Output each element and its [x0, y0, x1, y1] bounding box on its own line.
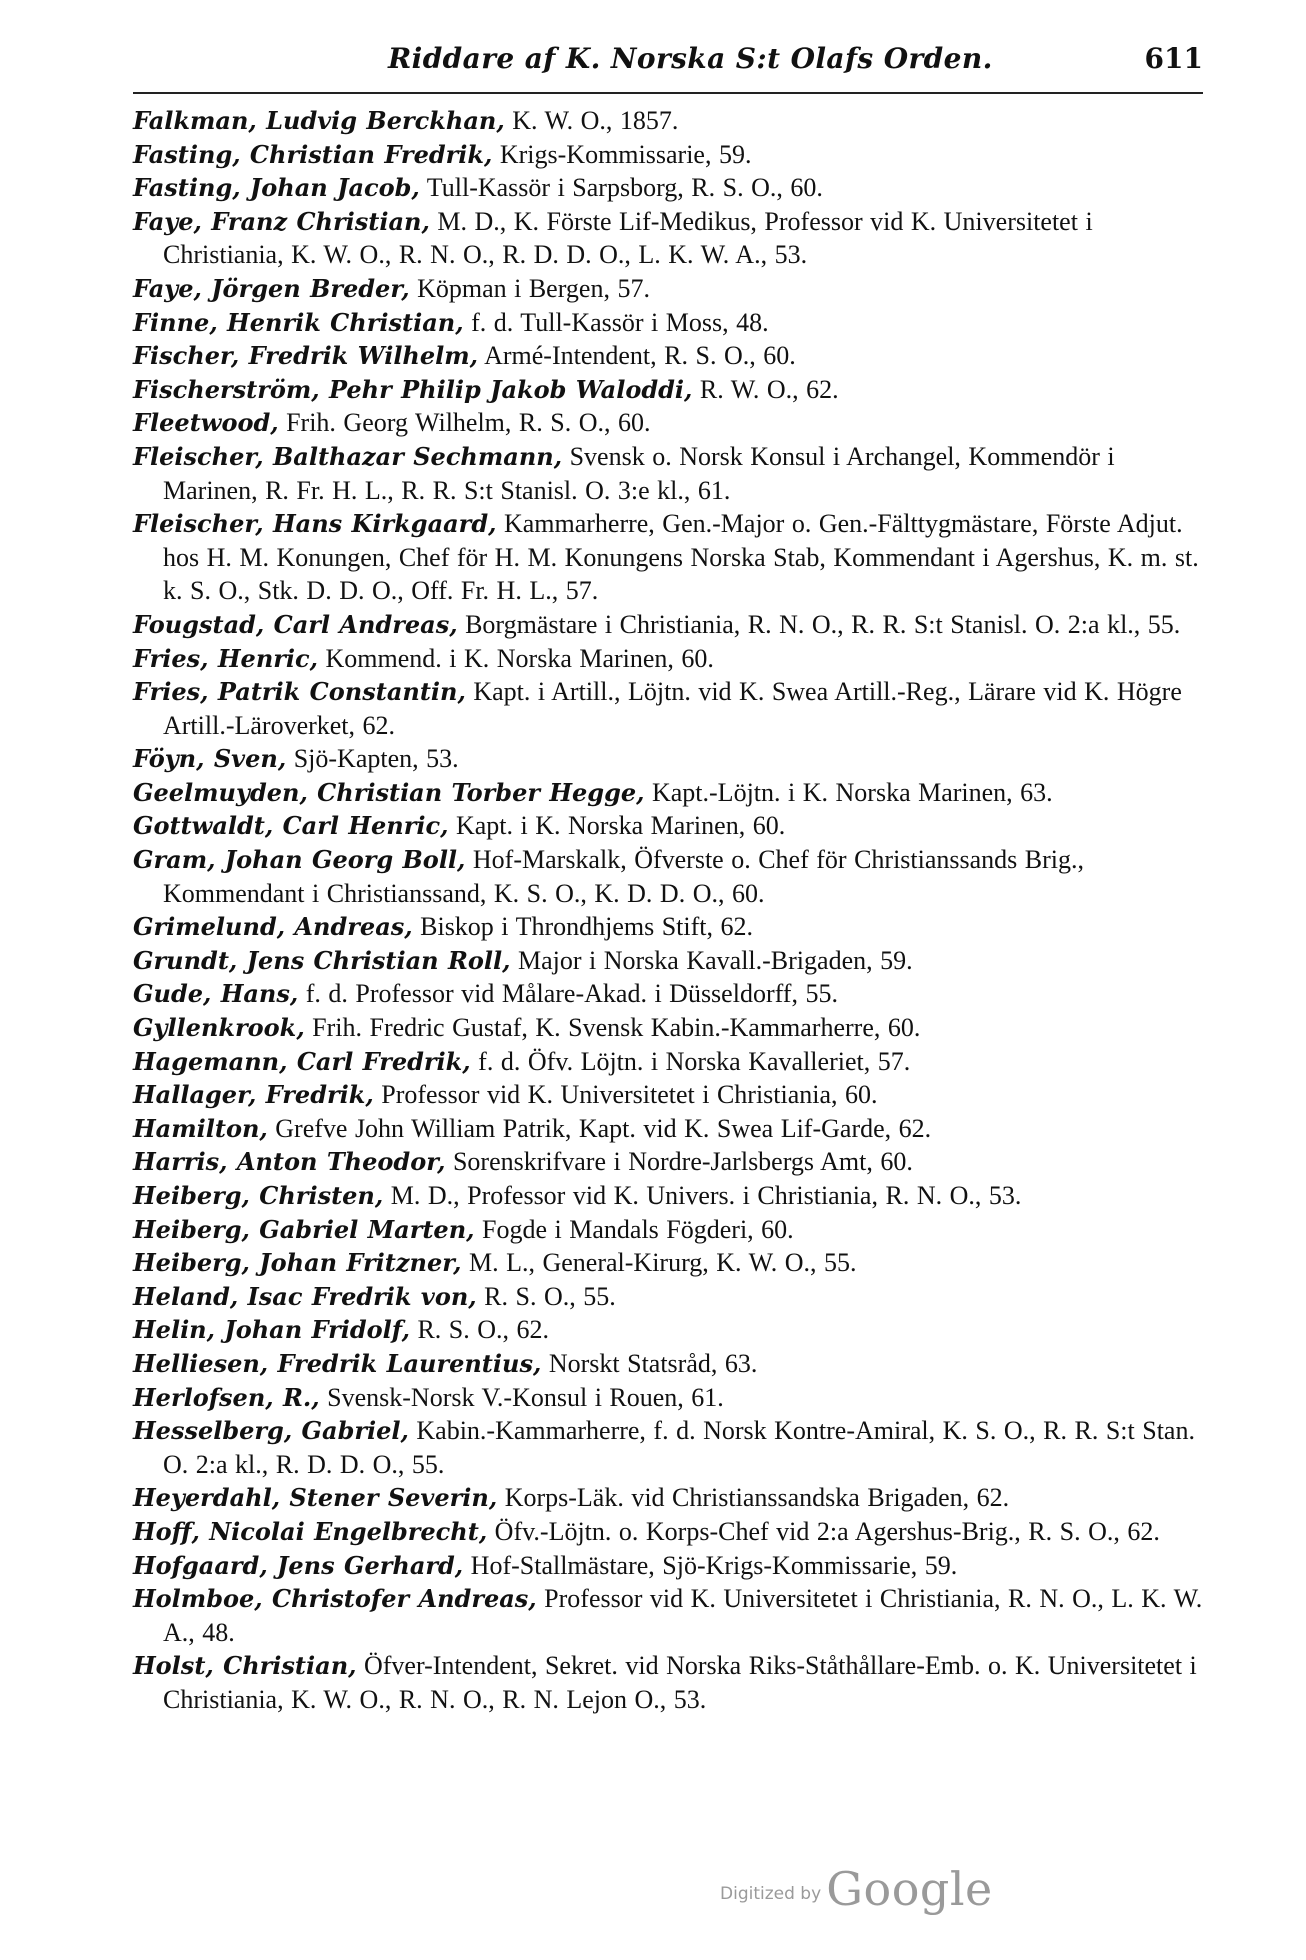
register-entry [133, 138, 1213, 172]
register-entry [133, 1515, 1213, 1549]
header-rule [133, 92, 1203, 94]
register-entry [133, 843, 1213, 910]
entry-name: Heiberg, Gabriel Marten, [133, 1214, 475, 1244]
entry-name: Gram, Johan Georg Boll, [133, 845, 466, 875]
entry-details: Biskop i Throndhjems Stift, 62. [412, 912, 753, 942]
entry-details: M. D., K. Förste Lif-Medikus, Professor vid K. Universitetet i Christiania, K. W. O., R. N. O., R. D. D. O., L. K. W. A., 53. [163, 206, 1093, 270]
entry-details: Hof-Stallmästare, Sjö-Krigs-Kommissarie, 59. [463, 1550, 958, 1580]
register-entry [133, 406, 1213, 440]
entry-name: Faye, Jörgen Breder, [133, 273, 410, 303]
entry-name: Hoff, Nicolai Engelbrecht, [133, 1516, 488, 1546]
watermark-brand: Google [826, 1862, 993, 1916]
entry-details: Major i Norska Kavall.-Brigaden, 59. [510, 945, 913, 975]
register-entry [133, 944, 1213, 978]
entry-name: Falkman, Ludvig Berckhan, [133, 106, 505, 135]
register-entry [133, 1280, 1213, 1314]
entry-details: R. W. O., 62. [692, 374, 839, 404]
entry-details: Hof-Marskalk, Öfverste o. Chef för Christianssands Brig., Kommendant i Christianssand, K. S. O., K. D. D. O., 60. [163, 845, 1085, 908]
entry-details: Professor vid K. Universitetet i Christiania, R. N. O., L. K. W. A., 48. [163, 1584, 1203, 1647]
entry-name: Fischerström, Pehr Philip Jakob Waloddi, [133, 374, 693, 404]
entry-name: Fasting, Christian Fredrik, [133, 139, 493, 169]
entry-name: Helin, Johan Fridolf, [133, 1315, 410, 1345]
entry-details: f. d. Tull-Kassör i Moss, 48. [463, 307, 769, 337]
register-entry [133, 608, 1213, 642]
running-title: Riddare af K. Norska S:t Olafs Orden. [388, 42, 993, 75]
entry-name: Gyllenkrook, [133, 1013, 305, 1043]
entry-details: R. S. O., 62. [409, 1315, 550, 1345]
entry-details: Öfver-Intendent, Sekret. vid Norska Riks-Ståthållare-Emb. o. K. Universitetet i Christiania, K. W. O., R. N. O., R. N. Lejon O., 53. [163, 1651, 1197, 1714]
entry-name: Harris, Anton Theodor, [133, 1147, 446, 1177]
register-entry [133, 809, 1213, 843]
register-entry [133, 675, 1213, 742]
entry-details: Svensk-Norsk V.-Konsul i Rouen, 61. [319, 1382, 724, 1412]
register-entry [133, 440, 1213, 507]
watermark-prefix: Digitized by [720, 1884, 822, 1904]
entry-details: Kapt. i Artill., Löjtn. vid K. Swea Artill.-Reg., Lärare vid K. Högre Artill.-Läroverket, 62. [163, 677, 1182, 740]
entry-name: Hamilton, [133, 1113, 268, 1143]
entry-details: f. d. Professor vid Målare-Akad. i Düsseldorff, 55. [298, 979, 838, 1009]
entry-name: Grimelund, Andreas, [133, 912, 413, 942]
entry-name: Holst, Christian, [133, 1651, 357, 1681]
entry-name: Grundt, Jens Christian Roll, [133, 945, 511, 975]
register-entries [133, 104, 1213, 1717]
entry-name: Fasting, Johan Jacob, [133, 173, 420, 203]
entry-name: Heiberg, Christen, [133, 1181, 384, 1210]
register-entry [133, 1347, 1213, 1381]
entry-details: Köpman i Bergen, 57. [409, 273, 650, 303]
register-entry [133, 1313, 1213, 1347]
entry-name: Heland, Isac Fredrik von, [133, 1281, 477, 1311]
entry-name: Heiberg, Johan Fritzner, [133, 1248, 462, 1278]
register-entry [133, 1246, 1213, 1280]
entry-name: Fougstad, Carl Andreas, [133, 609, 458, 639]
entry-details: Kapt.-Löjtn. i K. Norska Marinen, 63. [644, 777, 1053, 807]
register-entry [133, 1045, 1213, 1079]
entry-details: Kapt. i K. Norska Marinen, 60. [448, 811, 786, 841]
entry-name: Herlofsen, R., [133, 1382, 320, 1412]
page-number: 611 [1144, 42, 1203, 75]
entry-name: Hagemann, Carl Fredrik, [133, 1046, 471, 1076]
register-entry [133, 339, 1213, 373]
digitized-watermark [720, 1862, 993, 1916]
entry-name: Hesselberg, Gabriel, [133, 1416, 409, 1446]
register-entry [133, 1481, 1213, 1515]
entry-details: Svensk o. Norsk Konsul i Archangel, Kommendör i Marinen, R. Fr. H. L., R. R. S:t Stanisl. O. 3:e kl., 61. [163, 441, 1115, 505]
entry-name: Fries, Henric, [133, 643, 318, 673]
entry-details: M. L., General-Kirurg, K. W. O., 55. [461, 1248, 857, 1278]
entry-name: Fries, Patrik Constantin, [133, 677, 466, 707]
register-entry [133, 306, 1213, 340]
entry-details: Armé-Intendent, R. S. O., 60. [478, 341, 796, 371]
entry-name: Hofgaard, Jens Gerhard, [133, 1550, 464, 1580]
entry-details: Grefve John William Patrik, Kapt. vid K. Swea Lif-Garde, 62. [267, 1113, 932, 1143]
register-entry [133, 171, 1213, 205]
entry-details: Kammarherre, Gen.-Major o. Gen.-Fälttygmästare, Förste Adjut. hos H. M. Konungen, Chef för H. M. Konungens Norska Stab, Kommendant i Agershus, K. m. st. k. S. O., Stk. D. D. O., Off. Fr. H. L., 57. [163, 509, 1199, 606]
register-entry [133, 1381, 1213, 1415]
entry-name: Geelmuyden, Christian Torber Hegge, [133, 777, 645, 807]
register-entry [133, 272, 1213, 306]
entry-name: Holmboe, Christofer Andreas, [133, 1584, 537, 1614]
register-entry [133, 1649, 1213, 1716]
entry-name: Fischer, Fredrik Wilhelm, [133, 341, 479, 371]
entry-details: Kommend. i K. Norska Marinen, 60. [318, 643, 714, 673]
register-entry [133, 1582, 1213, 1649]
register-entry [133, 977, 1213, 1011]
entry-details: f. d. Öfv. Löjtn. i Norska Kavalleriet, 57. [470, 1046, 911, 1076]
entry-name: Heyerdahl, Stener Severin, [133, 1483, 498, 1513]
register-entry [133, 104, 1213, 138]
entry-name: Faye, Franz Christian, [133, 206, 430, 236]
entry-details: Frih. Fredric Gustaf, K. Svensk Kabin.-Kammarherre, 60. [304, 1013, 921, 1043]
entry-details: Professor vid K. Universitetet i Christiania, 60. [373, 1080, 878, 1110]
entry-name: Fleischer, Hans Kirkgaard, [133, 509, 497, 539]
entry-details: M. D., Professor vid K. Univers. i Christiania, R. N. O., 53. [383, 1181, 1022, 1210]
entry-details: Borgmästare i Christiania, R. N. O., R. R. S:t Stanisl. O. 2:a kl., 55. [457, 609, 1181, 639]
entry-name: Helliesen, Fredrik Laurentius, [133, 1348, 542, 1378]
register-entry [133, 1549, 1213, 1583]
register-entry [133, 1112, 1213, 1146]
register-entry [133, 1145, 1213, 1179]
entry-name: Finne, Henrik Christian, [133, 307, 464, 337]
entry-details: Fogde i Mandals Fögderi, 60. [474, 1214, 794, 1244]
entry-name: Föyn, Sven, [133, 744, 287, 774]
register-entry [133, 205, 1213, 272]
entry-name: Gottwaldt, Carl Henric, [133, 811, 449, 841]
entry-details: K. W. O., 1857. [504, 106, 679, 135]
entry-details: Norskt Statsråd, 63. [541, 1348, 758, 1378]
entry-details: Tull-Kassör i Sarpsborg, R. S. O., 60. [419, 173, 823, 203]
register-entry [133, 373, 1213, 407]
entry-details: Kabin.-Kammarherre, f. d. Norsk Kontre-Amiral, K. S. O., R. R. S:t Stan. O. 2:a kl., R. D. D. O., 55. [163, 1416, 1195, 1479]
entry-name: Hallager, Fredrik, [133, 1080, 374, 1110]
register-entry [133, 910, 1213, 944]
register-entry [133, 1213, 1213, 1247]
entry-details: Frih. Georg Wilhelm, R. S. O., 60. [278, 408, 651, 438]
entry-details: Krigs-Kommissarie, 59. [492, 139, 752, 169]
entry-name: Gude, Hans, [133, 979, 299, 1009]
entry-details: Sorenskrifvare i Nordre-Jarlsbergs Amt, 60. [445, 1147, 913, 1177]
entry-name: Fleischer, Balthazar Sechmann, [133, 441, 563, 471]
entry-name: Fleetwood, [133, 408, 279, 438]
register-entry [133, 507, 1213, 608]
entry-details: R. S. O., 55. [476, 1281, 616, 1311]
entry-details: Sjö-Kapten, 53. [286, 744, 459, 774]
entry-details: Korps-Läk. vid Christianssandska Brigaden, 62. [497, 1483, 1010, 1513]
running-head [133, 42, 1203, 94]
entry-details: Öfv.-Löjtn. o. Korps-Chef vid 2:a Agershus-Brig., R. S. O., 62. [487, 1516, 1160, 1546]
register-entry [133, 642, 1213, 676]
register-entry [133, 776, 1213, 810]
register-entry [133, 1078, 1213, 1112]
register-entry [133, 742, 1213, 776]
register-entry [133, 1011, 1213, 1045]
register-entry [133, 1414, 1213, 1481]
register-entry [133, 1179, 1213, 1213]
